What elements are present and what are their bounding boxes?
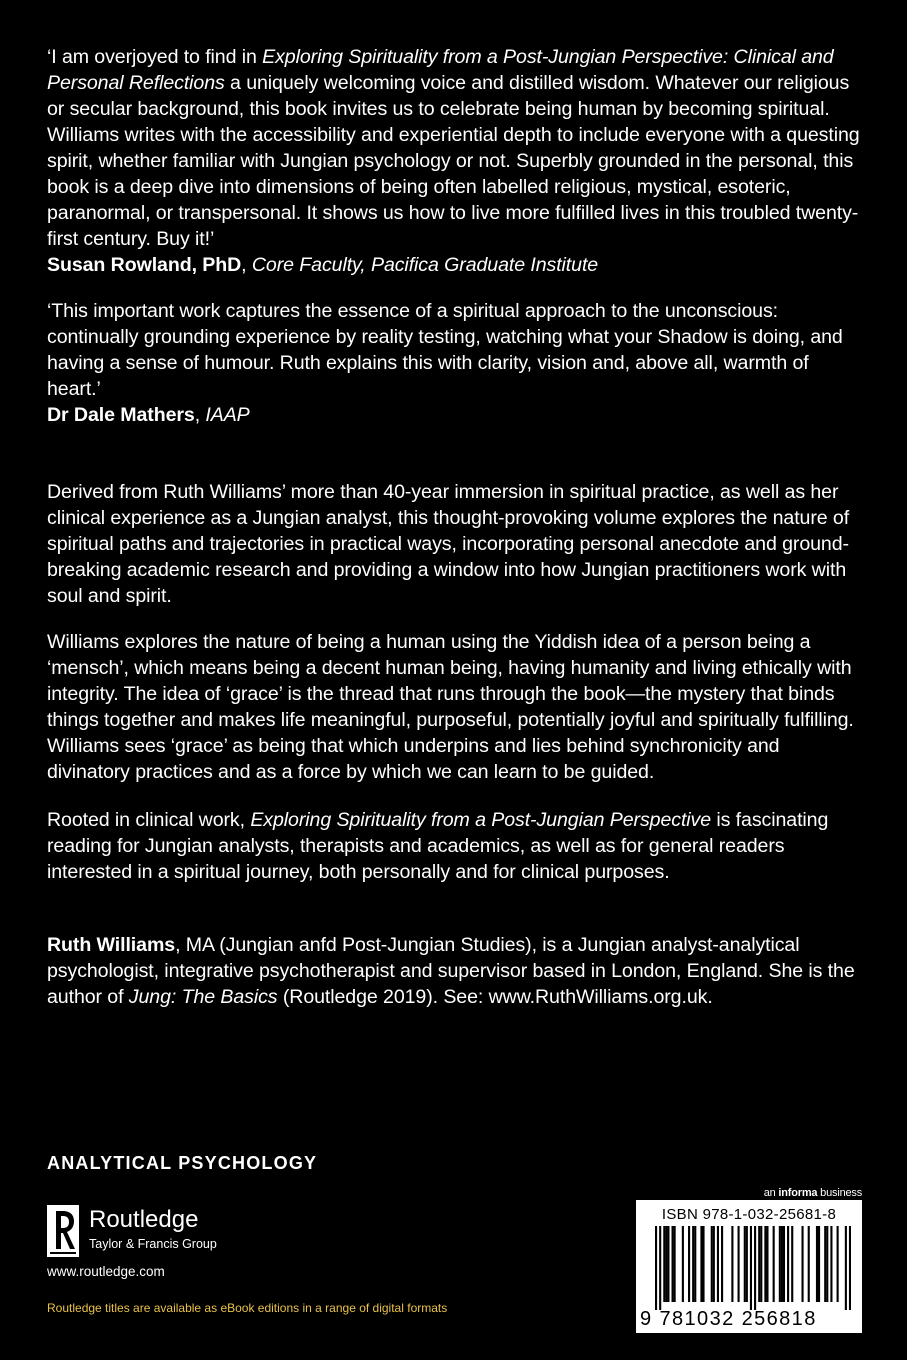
- barcode-bar: [801, 1226, 803, 1302]
- barcode-bars: [655, 1226, 851, 1310]
- description-paragraph-3: [47, 807, 867, 885]
- barcode-bar: [674, 1226, 676, 1302]
- barcode-bar: [702, 1226, 704, 1302]
- publisher-group: Taylor & Francis Group: [89, 1237, 217, 1251]
- barcode-bar: [672, 1226, 674, 1302]
- barcode-bar: [665, 1226, 667, 1302]
- barcode-bar: [663, 1226, 665, 1302]
- routledge-r-icon: [47, 1205, 79, 1257]
- informa-business-label: [764, 1187, 862, 1199]
- quote-author: Dr Dale Mathers: [47, 404, 195, 426]
- barcode-bar: [750, 1226, 752, 1310]
- book-title: Exploring Spirituality from a Post-Jungian Perspective: Clinical and Personal Reflections: [47, 46, 834, 94]
- barcode-bar: [808, 1226, 810, 1302]
- informa-prefix: an: [763, 1187, 779, 1199]
- barcode-bar: [655, 1226, 657, 1310]
- barcode-bar: [783, 1226, 785, 1302]
- book-title: Jung: The Basics: [128, 986, 278, 1008]
- quote-affiliation: Core Faculty, Pacifica Graduate Institute: [251, 254, 599, 276]
- barcode-bar: [713, 1226, 715, 1302]
- separator: ,: [194, 404, 206, 426]
- paragraph-text: is fascinating reading for Jungian analysts, therapists and academics, as well as for general readers interested in a spiritual journey, both personally and for clinical purposes.: [47, 809, 829, 883]
- barcode-bar: [791, 1226, 793, 1302]
- isbn-label: ISBN 978-1-032-25681-8: [661, 1206, 837, 1223]
- barcode-bar: [773, 1226, 775, 1302]
- barcode-bar: [700, 1226, 702, 1302]
- bio-text: (Routledge 2019). See: www.RuthWilliams.org.uk.: [277, 986, 713, 1008]
- barcode-bar: [721, 1226, 723, 1302]
- barcode-bar: [738, 1226, 740, 1302]
- quote-text: a uniquely welcoming voice and distilled wisdom. Whatever our religious or secular background, this book invites us to celebrate being human by becoming spiritual. Williams writes with the accessibility and experiential depth to include everyone with a questing spirit, whether familiar with Jungian psychology or not. Superbly grounded in the personal, this book is a deep dive into dimensions of being often labelled religious, mystical, esoteric, paranormal, or transpersonal. It shows us how to live more fulfilled lives in this troubled twenty-first century. Buy it!’: [47, 72, 860, 250]
- barcode: [636, 1200, 862, 1333]
- barcode-bar: [711, 1226, 713, 1302]
- barcode-bar: [667, 1226, 669, 1302]
- barcode-bar: [849, 1226, 851, 1310]
- barcode-bar: [744, 1226, 746, 1302]
- barcode-bar: [659, 1226, 661, 1310]
- author-bio: [47, 932, 867, 1010]
- book-title: Exploring Spirituality from a Post-Jungian Perspective: [250, 809, 712, 831]
- informa-brand: informa: [778, 1187, 818, 1199]
- barcode-bar: [818, 1226, 820, 1302]
- barcode-bar: [826, 1226, 828, 1302]
- barcode-bar: [758, 1226, 760, 1302]
- barcode-bar: [830, 1226, 832, 1302]
- author-name: Ruth Williams: [47, 934, 176, 956]
- barcode-bar: [845, 1226, 847, 1310]
- quote-author: Susan Rowland, PhD: [47, 254, 242, 276]
- barcode-bar: [760, 1226, 762, 1302]
- paragraph-text: Rooted in clinical work,: [47, 809, 251, 831]
- barcode-bar: [787, 1226, 789, 1302]
- publisher-name: Routledge: [89, 1206, 199, 1233]
- barcode-bar: [766, 1226, 768, 1302]
- barcode-bar: [824, 1226, 826, 1302]
- barcode-bar: [688, 1226, 690, 1302]
- barcode-bar: [837, 1226, 839, 1302]
- quote-text: ‘This important work captures the essence of a spiritual approach to the unconscious: continually grounding experience by reality testing, watching what your Shadow is doing, and having a sense of humour. Ruth explains this with clarity, vision and, above all, warmth of heart.’: [47, 300, 843, 400]
- barcode-bar: [779, 1226, 781, 1302]
- bio-text: , MA (Jungian anfd Post-Jungian Studies), is a Jungian analyst-analytical psychologist, integrative psychotherapist and supervisor based in London, England. She is the author of: [47, 934, 855, 1008]
- quote-affiliation: IAAP: [205, 404, 250, 426]
- barcode-bar: [682, 1226, 684, 1302]
- barcode-digits: 9 781032 256818: [640, 1308, 817, 1330]
- informa-suffix: business: [817, 1187, 862, 1199]
- barcode-bar: [816, 1226, 818, 1302]
- barcode-bar: [694, 1226, 696, 1302]
- barcode-bar: [746, 1226, 748, 1302]
- separator: ,: [241, 254, 252, 276]
- description-paragraph-1: Derived from Ruth Williams’ more than 40-year immersion in spiritual practice, as well as her clinical experience as a Jungian analyst, this thought-provoking volume explores the nature of spiritual paths and trajectories in practical ways, incorporating personal anecdote and ground-breaking academic research and providing a window into how Jungian practitioners work with soul and spirit.: [47, 481, 850, 607]
- ebook-note: Routledge titles are available as eBook editions in a range of digital formats: [47, 1301, 448, 1315]
- barcode-bar: [731, 1226, 733, 1302]
- description-paragraph-2: Williams explores the nature of being a human using the Yiddish idea of a person being a ‘mensch’, which means being a decent human being, having humanity and living ethically with integrity. The idea of ‘grace’ is the thread that runs through the book—the mystery that binds things together and makes life meaningful, purposeful, potentially joyful and spiritually fulfilling. Williams sees ‘grace’ as being that which underpins and lies behind synchronicity and divinatory practices and as a force by which we can learn to be guided.: [47, 631, 854, 783]
- quote-dale-mathers: [47, 298, 867, 428]
- publisher-logo: [47, 1205, 237, 1260]
- quote-susan-rowland: [47, 44, 867, 278]
- quote-text: ‘I am overjoyed to find in: [47, 46, 263, 68]
- barcode-bar: [781, 1226, 783, 1302]
- series-label: ANALYTICAL PSYCHOLOGY: [47, 1153, 318, 1173]
- barcode-bar: [764, 1226, 766, 1302]
- barcode-bar: [692, 1226, 694, 1302]
- barcode-bar: [717, 1226, 719, 1302]
- publisher-website[interactable]: www.routledge.com: [47, 1264, 165, 1279]
- barcode-bar: [754, 1226, 756, 1310]
